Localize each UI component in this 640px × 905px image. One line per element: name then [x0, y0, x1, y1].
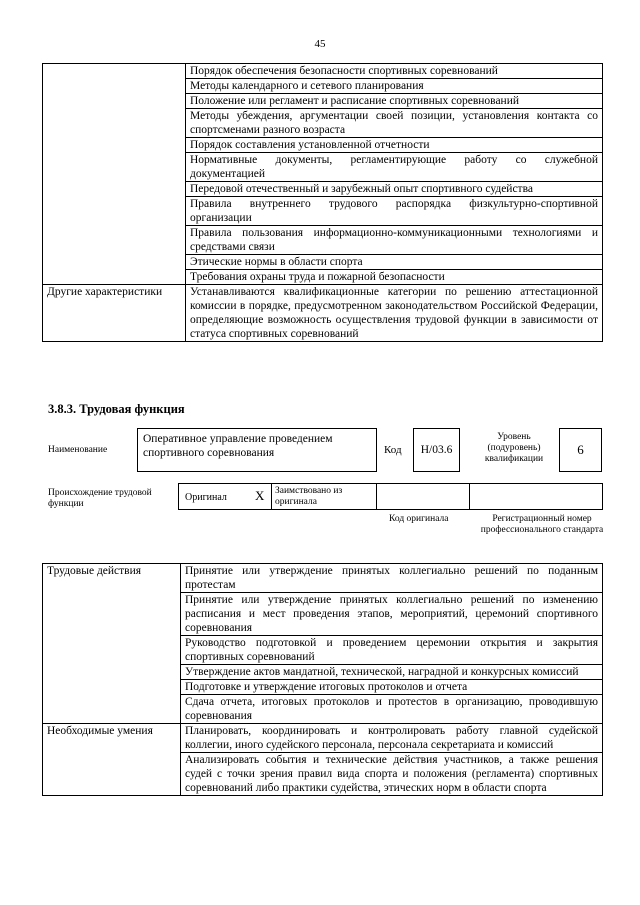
code-label: Код [384, 444, 402, 456]
knowledge-item: Нормативные документы, регламентирующие работу со служебной документацией [186, 153, 603, 182]
original-code-caption: Код оригинала [389, 514, 449, 524]
knowledge-table [42, 63, 603, 342]
knowledge-item: Правила внутреннего трудового распорядка физкультурно-спортивной организации [186, 197, 603, 226]
knowledge-item: Методы календарного и сетевого планирования [186, 79, 603, 94]
borrowed-label: Заимствовано из оригинала [275, 486, 343, 507]
action-item: Подготовке и утверждение итоговых протоколов и отчета [181, 680, 603, 695]
skills-label: Необходимые умения [43, 724, 181, 796]
knowledge-item: Требования охраны труда и пожарной безопасности [186, 270, 603, 285]
knowledge-item: Передовой отечественный и зарубежный опыт спортивного судейства [186, 182, 603, 197]
actions-label: Трудовые действия [43, 564, 181, 724]
table-row [43, 285, 603, 342]
origin-row [178, 483, 603, 510]
name-label: Наименование [48, 445, 108, 455]
original-mark: X [255, 488, 265, 503]
code-value: H/03.6 [413, 428, 460, 472]
name-value: Оперативное управление проведением спортивного соревнования [137, 428, 377, 472]
divider [469, 484, 470, 509]
skill-item: Планировать, координировать и контролировать работу главной судейской коллегии, иного судейского персонала, персонала секретариата и комиссий [181, 724, 603, 753]
function-table [42, 563, 603, 796]
label-cell-empty [43, 64, 186, 285]
knowledge-item: Методы убеждения, аргументации своей позиции, установления контакта со спортсменами разного возраста [186, 109, 603, 138]
level-value: 6 [559, 428, 602, 472]
origin-label: Происхождение трудовой функции [48, 488, 152, 509]
page-number: 45 [314, 38, 326, 50]
skill-item: Анализировать события и технические действия участников, а также решения судей с точки зрения правил вида спорта и положения (регламента) спортивных соревнований либо практики судейства, этических норм в области спорта [181, 753, 603, 796]
action-item: Принятие или утверждение принятых коллегиально решений по поданным протестам [181, 564, 603, 593]
knowledge-item: Этические нормы в области спорта [186, 255, 603, 270]
knowledge-item: Положение или регламент и расписание спортивных соревнований [186, 94, 603, 109]
action-item: Руководство подготовкой и проведением церемонии открытия и закрытия спортивных соревнований [181, 636, 603, 665]
action-item: Сдача отчета, итоговых протоколов и протестов в организацию, проводившую соревнования [181, 695, 603, 724]
original-label: Оригинал [185, 492, 227, 503]
knowledge-item: Правила пользования информационно-коммуникационными технологиями и средствами связи [186, 226, 603, 255]
knowledge-item: Порядок обеспечения безопасности спортивных соревнований [186, 64, 603, 79]
knowledge-item: Порядок составления установленной отчетности [186, 138, 603, 153]
table-row [43, 724, 603, 753]
level-label: Уровень (подуровень) квалификации [484, 432, 544, 464]
table-row [43, 64, 603, 79]
other-characteristics-text: Устанавливаются квалификационные категории по решению аттестационной комиссии в порядке, предусмотренном законодательством Российской Федерации, определяющие возможность осуществления трудовой функции в зависимости от статуса спортивных соревнований [186, 285, 603, 342]
table-row [43, 564, 603, 593]
divider [271, 484, 272, 509]
other-characteristics-label: Другие характеристики [43, 285, 186, 342]
reg-number-caption: Регистрационный номер профессионального стандарта [480, 514, 604, 535]
section-heading: 3.8.3. Трудовая функция [48, 402, 185, 416]
action-item: Утверждение актов мандатной, технической, наградной и конкурсных комиссий [181, 665, 603, 680]
divider [376, 484, 377, 509]
action-item: Принятие или утверждение принятых коллегиально решений по изменению расписания и мест проведения этапов, мероприятий, церемоний спортивного соревнования [181, 593, 603, 636]
